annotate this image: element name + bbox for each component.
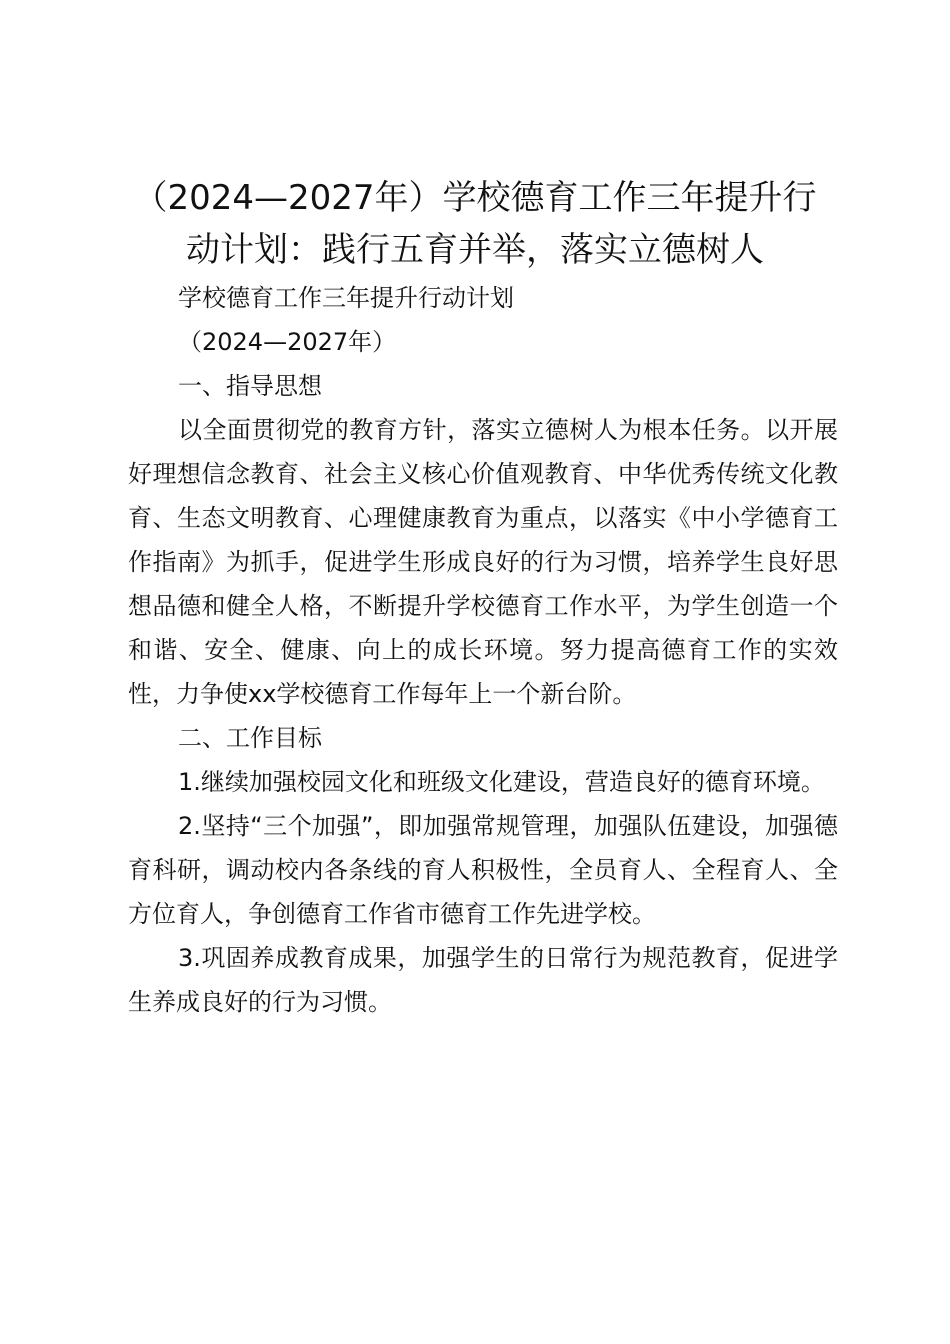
document-title: （2024—2027年）学校德育工作三年提升行动计划：践行五育并举，落实立德树人	[133, 178, 817, 270]
goal-item-2: 2.坚持“三个加强”，即加强常规管理，加强队伍建设，加强德育科研，调动校内各条线的育人积极性，全员育人、全程育人、全方位育人，争创德育工作省市德育工作先进学校。	[128, 812, 838, 928]
section-heading-work-goals: 二、工作目标	[178, 724, 322, 752]
document-body	[128, 276, 838, 1024]
section-heading-guiding-thought: 一、指导思想	[178, 372, 322, 400]
goal-item-1: 1.继续加强校园文化和班级文化建设，营造良好的德育环境。	[178, 768, 825, 796]
goal-item-3: 3.巩固养成教育成果，加强学生的日常行为规范教育，促进学生养成良好的行为习惯。	[128, 944, 838, 1016]
subtitle: 学校德育工作三年提升行动计划	[178, 284, 514, 312]
paragraph-guiding-thought: 以全面贯彻党的教育方针，落实立德树人为根本任务。以开展好理想信念教育、社会主义核心价值观教育、中华优秀传统文化教育、生态文明教育、心理健康教育为重点，以落实《中小学德育工作指南》为抓手，促进学生形成良好的行为习惯，培养学生良好思想品德和健全人格，不断提升学校德育工作水平，为学生创造一个和谐、安全、健康、向上的成长环境。努力提高德育工作的实效性，力争使xx学校德育工作每年上一个新台阶。	[128, 416, 838, 708]
subtitle-year: （2024—2027年）	[178, 328, 397, 356]
